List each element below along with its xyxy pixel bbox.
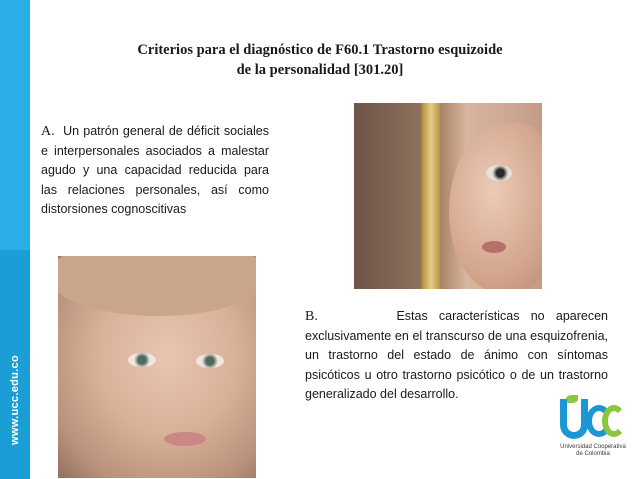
university-logo [558, 397, 628, 477]
criterion-a [41, 122, 269, 220]
criterion-b [305, 307, 608, 405]
website-vertical-label [2, 330, 28, 470]
slide-title-line1: Criterios para el diagnóstico de F60.1 Trastorno esquizoide [137, 42, 503, 58]
child-eye [486, 165, 512, 181]
criterion-b-letter: B. [305, 309, 318, 324]
photo-child-peeking [354, 103, 542, 289]
criterion-b-text: Estas características no aparecen exclusivamente en el transcurso de una esquizofrenia, un trastorno del estado de ánimo con síntomas psicóticos u otro trastorno psicótico o de un trastorno generalizado del desarrollo. [305, 309, 608, 401]
child-lips [482, 241, 506, 253]
slide-title [60, 40, 580, 80]
university-name [558, 444, 628, 458]
boy-left-eye [128, 353, 156, 367]
logo-u-shape [560, 399, 588, 439]
criterion-a-text: Un patrón general de déficit sociales e interpersonales asociados a malestar agudo y una capacidad reducida para las relaciones personales, así como distorsiones cognoscitivas [41, 124, 269, 216]
boy-right-eye [196, 354, 224, 368]
website-text: www.ucc.edu.co [9, 355, 21, 445]
photo-boy-closeup [58, 256, 256, 478]
logo-c-green [602, 405, 626, 437]
boy-mouth [164, 432, 206, 446]
door-edge [422, 103, 440, 289]
boy-hair [58, 256, 256, 316]
university-name-line1: Universidad Cooperativa [560, 444, 626, 450]
university-name-line2: de Colombia [576, 451, 610, 457]
child-face [449, 123, 542, 289]
criterion-a-letter: A. [41, 124, 55, 139]
slide-title-line2: de la personalidad [301.20] [236, 62, 404, 78]
